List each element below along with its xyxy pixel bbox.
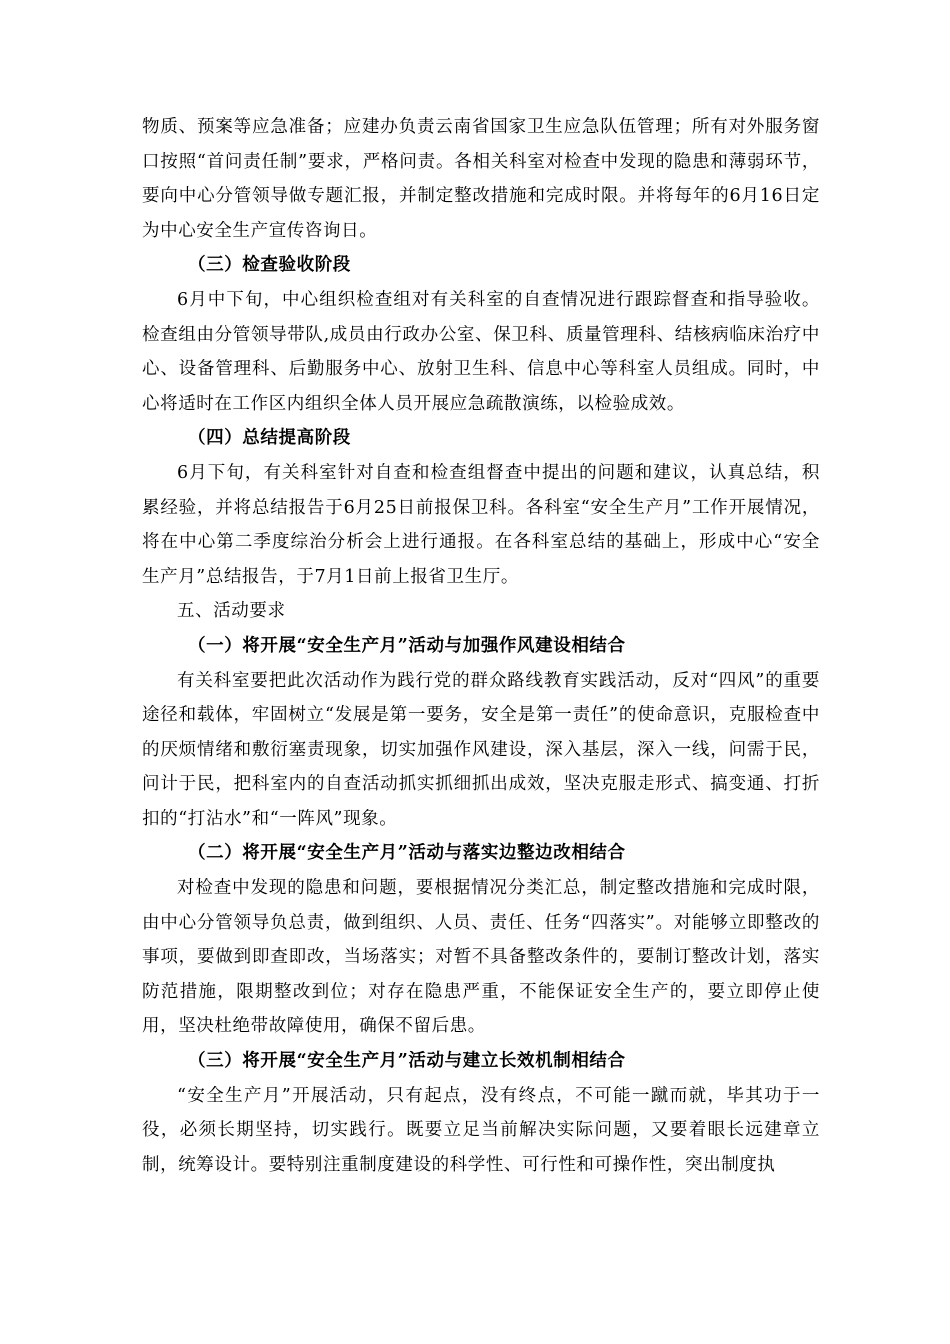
document-body — [142, 110, 820, 1182]
section-heading-inspection-acceptance: （三）检查验收阶段 — [188, 255, 351, 276]
paragraph-inspection: 6月中下旬，中心组织检查组对有关科室的自查情况进行跟踪督查和指导验收。检查组由分管领导带队,成员由行政办公室、保卫科、质量管理科、结核病临床治疗中心、设备管理科、后勤服务中心、放射卫生科、信息中心等科室人员组成。同时，中心将适时在工作区内组织全体人员开展应急疏散演练，以检验成效。 — [142, 289, 820, 414]
paragraph-continuation: 物质、预案等应急准备；应建办负责云南省国家卫生应急队伍管理；所有对外服务窗口按照“首问责任制”要求，严格问责。各相关科室对检查中发现的隐患和薄弱环节，要向中心分管领导做专题汇报，并制定整改措施和完成时限。并将每年的6月16日定为中心安全生产宣传咨询日。 — [142, 117, 820, 241]
paragraph-work-style: 有关科室要把此次活动作为践行党的群众路线教育实践活动，反对“四风”的重要途径和载体，牢固树立“发展是第一要务，安全是第一责任”的使命意识，克服检查中的厌烦情绪和敷衍塞责现象，切实加强作风建设，深入基层，深入一线，问需于民，问计于民，把科室内的自查活动抓实抓细抓出成效，坚决克服走形式、搞变通、打折扣的“打沾水”和“一阵风”现象。 — [142, 670, 820, 829]
paragraph-summary: 6月下旬，有关科室针对自查和检查组督查中提出的问题和建议，认真总结，积累经验，并将总结报告于6月25日前报保卫科。各科室“安全生产月”工作开展情况，将在中心第二季度综治分析会上进行通报。在各科室总结的基础上，形成中心“安全生产月”总结报告，于7月1日前上报省卫生厅。 — [142, 462, 820, 587]
subheading-rectification: （二）将开展“安全生产月”活动与落实边整边改相结合 — [188, 843, 626, 864]
paragraph-long-term-mechanism: “安全生产月”开展活动，只有起点，没有终点，不可能一蹴而就，毕其功于一役，必须长期坚持，切实践行。既要立足当前解决实际问题，又要着眼长远建章立制，统筹设计。要特别注重制度建设的科学性、可行性和可操作性，突出制度执 — [142, 1085, 820, 1175]
subheading-work-style: （一）将开展“安全生产月”活动与加强作风建设相结合 — [188, 635, 626, 656]
section-heading-summary: （四）总结提高阶段 — [188, 428, 351, 449]
paragraph-rectification: 对检查中发现的隐患和问题，要根据情况分类汇总，制定整改措施和完成时限，由中心分管领导负总责，做到组织、人员、责任、任务“四落实”。对能够立即整改的事项，要做到即查即改，当场落实；对暂不具备整改条件的，要制订整改计划，落实防范措施，限期整改到位；对存在隐患严重，不能保证安全生产的，要立即停止使用，坚决杜绝带故障使用，确保不留后患。 — [142, 878, 820, 1037]
subheading-long-term-mechanism: （三）将开展“安全生产月”活动与建立长效机制相结合 — [188, 1051, 626, 1072]
chapter-heading-requirements: 五、活动要求 — [177, 601, 286, 622]
